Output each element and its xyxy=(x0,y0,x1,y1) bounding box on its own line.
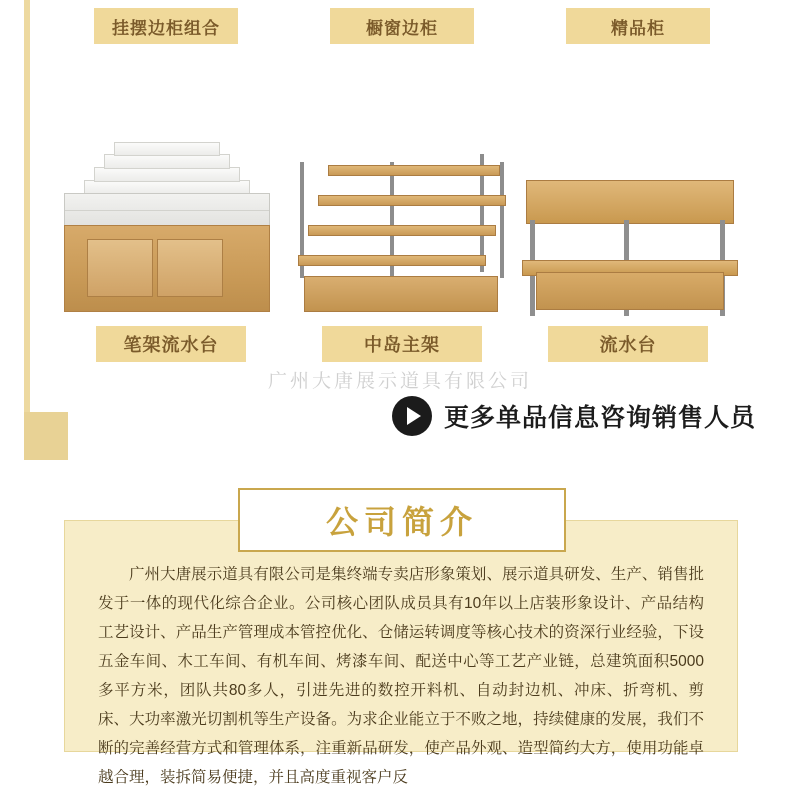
riser-tier-4 xyxy=(114,142,220,156)
profile-title: 公司简介 xyxy=(325,504,478,540)
profile-title-box xyxy=(238,488,566,552)
label-window-side-cabinet[interactable]: 橱窗边柜 xyxy=(330,8,474,44)
table-top xyxy=(526,180,734,224)
shelf-plank-1 xyxy=(298,255,486,266)
cta-label: 更多单品信息咨询销售人员 xyxy=(444,404,757,432)
shelf-post-4 xyxy=(500,162,504,278)
shelf-base xyxy=(304,276,498,312)
table-skirt xyxy=(536,272,724,310)
bottom-label-row xyxy=(0,326,800,366)
profile-body-text: 广州大唐展示道具有限公司是集终端专卖店形象策划、展示道具研发、生产、销售批发于一体的现代化综合企业。公司核心团队成员具有10年以上店装形象设计、产品结构工艺设计、产品生产管理成本管控优化、仓储运转调度等核心技术的资深行业经验，下设五金车间、木工车间、有机车间、烤漆车间、配送中心等工艺产业链，总建筑面积5000多平方米，团队共80多人，引进先进的数控开料机、自动封边机、冲床、折弯机、剪床、大功率激光切割机等生产设备。为求企业能立于不败之地，持续健康的发展，我们不断的完善经营方式和管理体系，注重新品研发，使产品外观、造型简约大方，使用功能卓越合理，装拆简易便捷，并且高度重视客户反 xyxy=(98,566,704,786)
top-label-row xyxy=(0,0,800,55)
left-accent-block xyxy=(24,412,68,460)
product-image-display-table[interactable] xyxy=(520,120,756,320)
shelf-plank-4 xyxy=(328,165,500,176)
product-gallery xyxy=(0,120,800,320)
counter-body xyxy=(64,225,270,312)
product-image-center-island-main-shelf[interactable] xyxy=(286,120,522,320)
display-table-illustration xyxy=(520,140,756,320)
riser-tier-2 xyxy=(94,167,240,182)
shelf-unit xyxy=(294,142,514,312)
label-pen-rack-display-table[interactable]: 笔架流水台 xyxy=(96,326,246,362)
riser-tier-3 xyxy=(104,154,230,169)
watermark-company-name: 广州大唐展示道具有限公司 xyxy=(267,371,532,392)
glass-case xyxy=(64,193,270,227)
product-image-pen-rack-display-table[interactable] xyxy=(50,120,286,320)
shelf-plank-3 xyxy=(318,195,506,206)
label-display-table[interactable]: 流水台 xyxy=(548,326,708,362)
shelf-plank-2 xyxy=(308,225,496,236)
pen-rack-display-table-illustration xyxy=(50,140,286,320)
counter-panel-right xyxy=(157,239,223,297)
play-triangle-icon[interactable] xyxy=(392,396,432,436)
label-center-island-main-shelf[interactable]: 中岛主架 xyxy=(322,326,482,362)
label-boutique-cabinet[interactable]: 精品柜 xyxy=(566,8,710,44)
company-profile-section xyxy=(64,488,736,786)
center-island-shelf-illustration xyxy=(286,140,522,320)
cta-more-info[interactable] xyxy=(392,396,756,436)
label-hanging-side-cabinet-combo[interactable]: 挂摆边柜组合 xyxy=(94,8,238,44)
counter-panel-left xyxy=(87,239,153,297)
